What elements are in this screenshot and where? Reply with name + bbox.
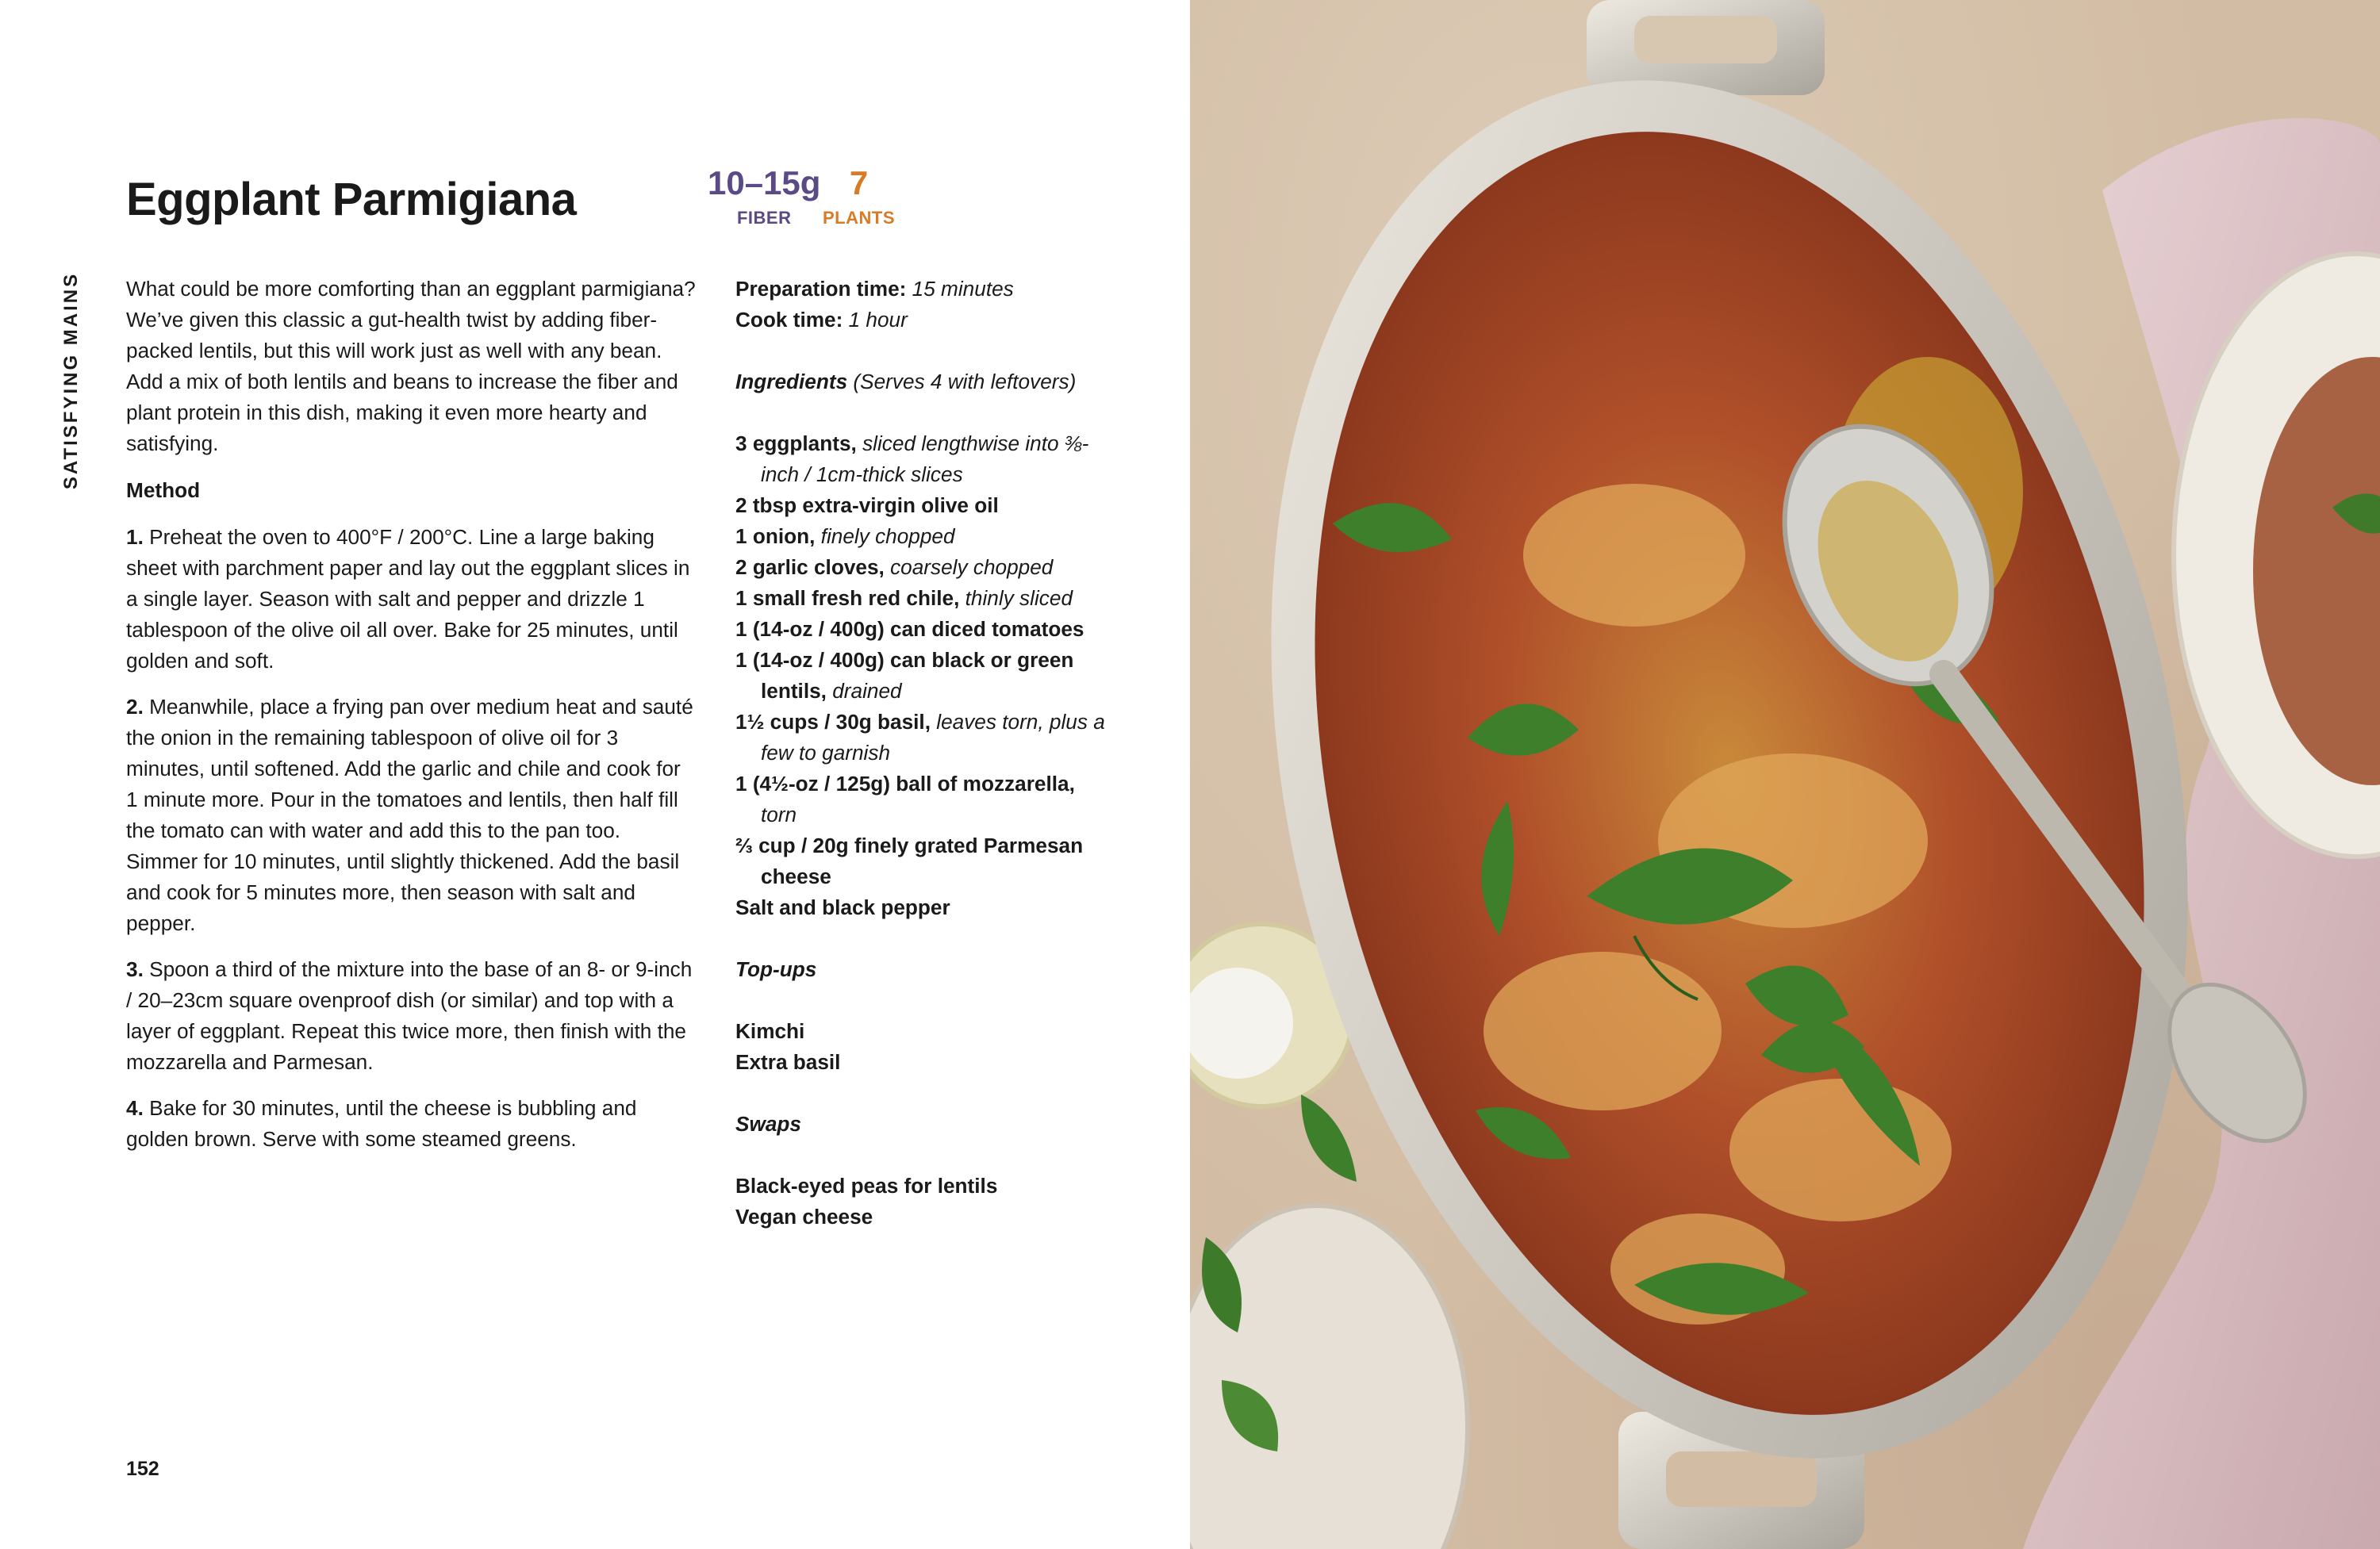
- step-number: 4.: [126, 1096, 144, 1120]
- swaps-heading: Swaps: [735, 1112, 801, 1136]
- ingredient-name: 1½ cups / 30g basil,: [735, 710, 931, 734]
- ingredient-note: sliced lengthwise into ⅜-inch / 1cm-thick slices: [761, 431, 1089, 486]
- ingredients-heading-text: Ingredients: [735, 370, 848, 393]
- step-number: 3.: [126, 957, 144, 981]
- method-step: [126, 522, 697, 677]
- ingredient-note: drained: [826, 679, 902, 703]
- cook-time-value: 1 hour: [843, 308, 908, 332]
- ingredient-item: [735, 830, 1108, 892]
- cook-time-label: Cook time:: [735, 308, 843, 332]
- method-heading: Method: [126, 478, 201, 502]
- ingredient-name: Salt and black pepper: [735, 895, 950, 919]
- ingredient-name: 1 onion,: [735, 524, 816, 548]
- ingredient-item: [735, 769, 1108, 830]
- fiber-label: FIBER: [736, 208, 792, 228]
- method-step: [126, 1093, 697, 1155]
- ingredients-heading: [735, 366, 1108, 397]
- ingredient-name: 2 tbsp extra-virgin olive oil: [735, 493, 999, 517]
- swap-item: Black-eyed peas for lentils: [735, 1174, 998, 1198]
- food-photo-illustration: [1190, 0, 2380, 1549]
- topups-heading: Top-ups: [735, 957, 817, 981]
- step-text: Meanwhile, place a frying pan over medium heat and sauté the onion in the remaining tablespoon of olive oil for 3 minutes, until softened. Add the garlic and chile and cook for 1 minute more. Pour in the tomatoes and lentils, then half fill the tomato can with water and add this to the pan too. Simmer for 10 minutes, until slightly thickened. Add the basil and cook for 5 minutes more, then season with salt and pepper.: [126, 695, 693, 935]
- ingredient-name: 1 (14-oz / 400g) can diced tomatoes: [735, 617, 1084, 641]
- section-label: SATISFYING MAINS: [60, 271, 82, 490]
- method-column: [126, 274, 697, 1170]
- ingredient-name: 1 (14-oz / 400g) can black or green lentils,: [735, 648, 1074, 703]
- fiber-stat: [708, 164, 821, 228]
- method-step: [126, 692, 697, 939]
- ingredients-list: [735, 428, 1108, 923]
- page-number: 152: [126, 1458, 159, 1480]
- step-text: Spoon a third of the mixture into the base of an 8- or 9-inch / 20–23cm square ovenproof dish (or similar) and top with a layer of eggplant. Repeat this twice more, then finish with the mozzarella and Parmesan.: [126, 957, 693, 1074]
- swap-item: Vegan cheese: [735, 1205, 873, 1229]
- plants-label: PLANTS: [823, 208, 895, 228]
- method-step: [126, 954, 697, 1078]
- ingredient-name: 3 eggplants,: [735, 431, 857, 455]
- cook-time: [735, 305, 1108, 335]
- ingredients-column: [735, 274, 1108, 1233]
- fiber-value: 10–15g: [708, 164, 821, 201]
- ingredient-note: coarsely chopped: [884, 555, 1054, 579]
- step-number: 1.: [126, 525, 144, 549]
- plants-value: 7: [849, 164, 869, 201]
- ingredient-note: finely chopped: [815, 524, 955, 548]
- prep-time-label: Preparation time:: [735, 277, 907, 301]
- plants-stat: [823, 164, 895, 228]
- step-text: Preheat the oven to 400°F / 200°C. Line a large baking sheet with parchment paper and lay out the eggplant slices in a single layer. Season with salt and pepper and drizzle 1 tablespoon of the olive oil all over. Bake for 25 minutes, until golden and soft.: [126, 525, 690, 673]
- ingredient-item: [735, 583, 1108, 614]
- ingredient-item: [735, 614, 1108, 645]
- ingredient-note: leaves torn, plus a few to garnish: [761, 710, 1105, 765]
- ingredient-note: thinly sliced: [959, 586, 1073, 610]
- plate-bottom-left: [1190, 1206, 1468, 1549]
- ingredient-item: [735, 552, 1108, 583]
- ingredient-item: [735, 707, 1108, 769]
- ingredient-name: 2 garlic cloves,: [735, 555, 885, 579]
- prep-time-value: 15 minutes: [906, 277, 1014, 301]
- prep-time: [735, 274, 1108, 305]
- ingredient-item: [735, 521, 1108, 552]
- step-number: 2.: [126, 695, 144, 719]
- ingredient-name: 1 (4½-oz / 125g) ball of mozzarella,: [735, 772, 1075, 796]
- food-photo: [1190, 0, 2380, 1549]
- ingredient-name: ⅔ cup / 20g finely grated Parmesan cheese: [735, 834, 1084, 888]
- ingredient-item: [735, 428, 1108, 490]
- ingredient-item: [735, 490, 1108, 521]
- ingredient-name: 1 small fresh red chile,: [735, 586, 960, 610]
- ingredient-note: torn: [761, 803, 797, 826]
- ingredient-item: [735, 892, 1108, 923]
- ingredients-note: (Serves 4 with leftovers): [847, 370, 1077, 393]
- ingredient-item: [735, 645, 1108, 707]
- topup-item: Extra basil: [735, 1050, 841, 1074]
- intro-paragraph: What could be more comforting than an eggplant parmigiana? We’ve given this classic a gut-health twist by adding fiber-packed lentils, but this will work just as well with any bean. Add a mix of both lentils and beans to increase the fiber and plant protein in this dish, making it even more hearty and satisfying.: [126, 277, 696, 455]
- topup-item: Kimchi: [735, 1019, 805, 1043]
- recipe-title: Eggplant Parmigiana: [126, 174, 577, 225]
- step-text: Bake for 30 minutes, until the cheese is bubbling and golden brown. Serve with some steamed greens.: [126, 1096, 637, 1151]
